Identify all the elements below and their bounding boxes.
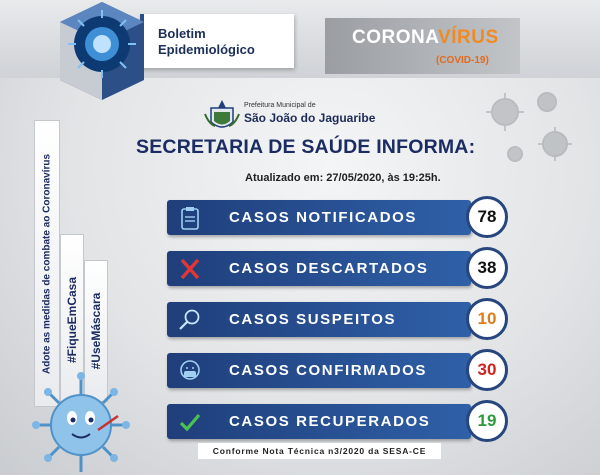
prefeitura-logo <box>203 98 241 132</box>
case-row-notificados <box>167 200 471 235</box>
case-value-notificados: 78 <box>466 196 508 238</box>
prefeitura-name: São João do Jaguaribe <box>244 111 376 125</box>
side-text-fique: #FiqueEmCasa <box>65 276 79 364</box>
masked-face-icon <box>177 359 203 383</box>
case-label: CASOS SUSPEITOS <box>229 311 397 328</box>
case-row-suspeitos <box>167 302 471 337</box>
case-label: CASOS DESCARTADOS <box>229 260 429 277</box>
corona-title: CORONAVÍRUS <box>352 27 499 48</box>
prefeitura-label: Prefeitura Municipal de <box>244 102 316 109</box>
case-value-descartados: 38 <box>466 247 508 289</box>
virus-cluster-icon <box>475 82 585 182</box>
x-mark-icon <box>177 257 203 281</box>
case-value-suspeitos: 10 <box>466 298 508 340</box>
covid-label: (COVID-19) <box>436 55 489 66</box>
case-row-confirmados <box>167 353 471 388</box>
boletim-title: Boletim <box>158 26 206 41</box>
case-value-confirmados: 30 <box>466 349 508 391</box>
updated-timestamp: Atualizado em: 27/05/2020, às 19:25h. <box>245 172 441 184</box>
boletim-box <box>140 14 294 68</box>
side-text-adote: Adote as medidas de combate ao Coronavírus <box>41 153 53 374</box>
case-label: CASOS RECUPERADOS <box>229 413 431 430</box>
checkmark-icon <box>177 410 203 434</box>
case-value-recuperados: 19 <box>466 400 508 442</box>
case-row-descartados <box>167 251 471 286</box>
case-label: CASOS CONFIRMADOS <box>229 362 428 379</box>
boletim-subtitle: Epidemiológico <box>158 42 255 57</box>
virus-cube-icon <box>58 0 146 102</box>
case-row-recuperados <box>167 404 471 439</box>
case-label: CASOS NOTIFICADOS <box>229 209 418 226</box>
side-text-mascara: #UseMáscara <box>89 292 103 370</box>
page-title: SECRETARIA DE SAÚDE INFORMA: <box>136 136 476 158</box>
side-band-adote <box>34 120 60 407</box>
magnifier-icon <box>177 308 203 332</box>
footer-note: Conforme Nota Técnica n3/2020 da SESA-CE <box>198 443 441 459</box>
virus-mascot-icon <box>26 370 136 475</box>
clipboard-icon <box>177 206 203 230</box>
